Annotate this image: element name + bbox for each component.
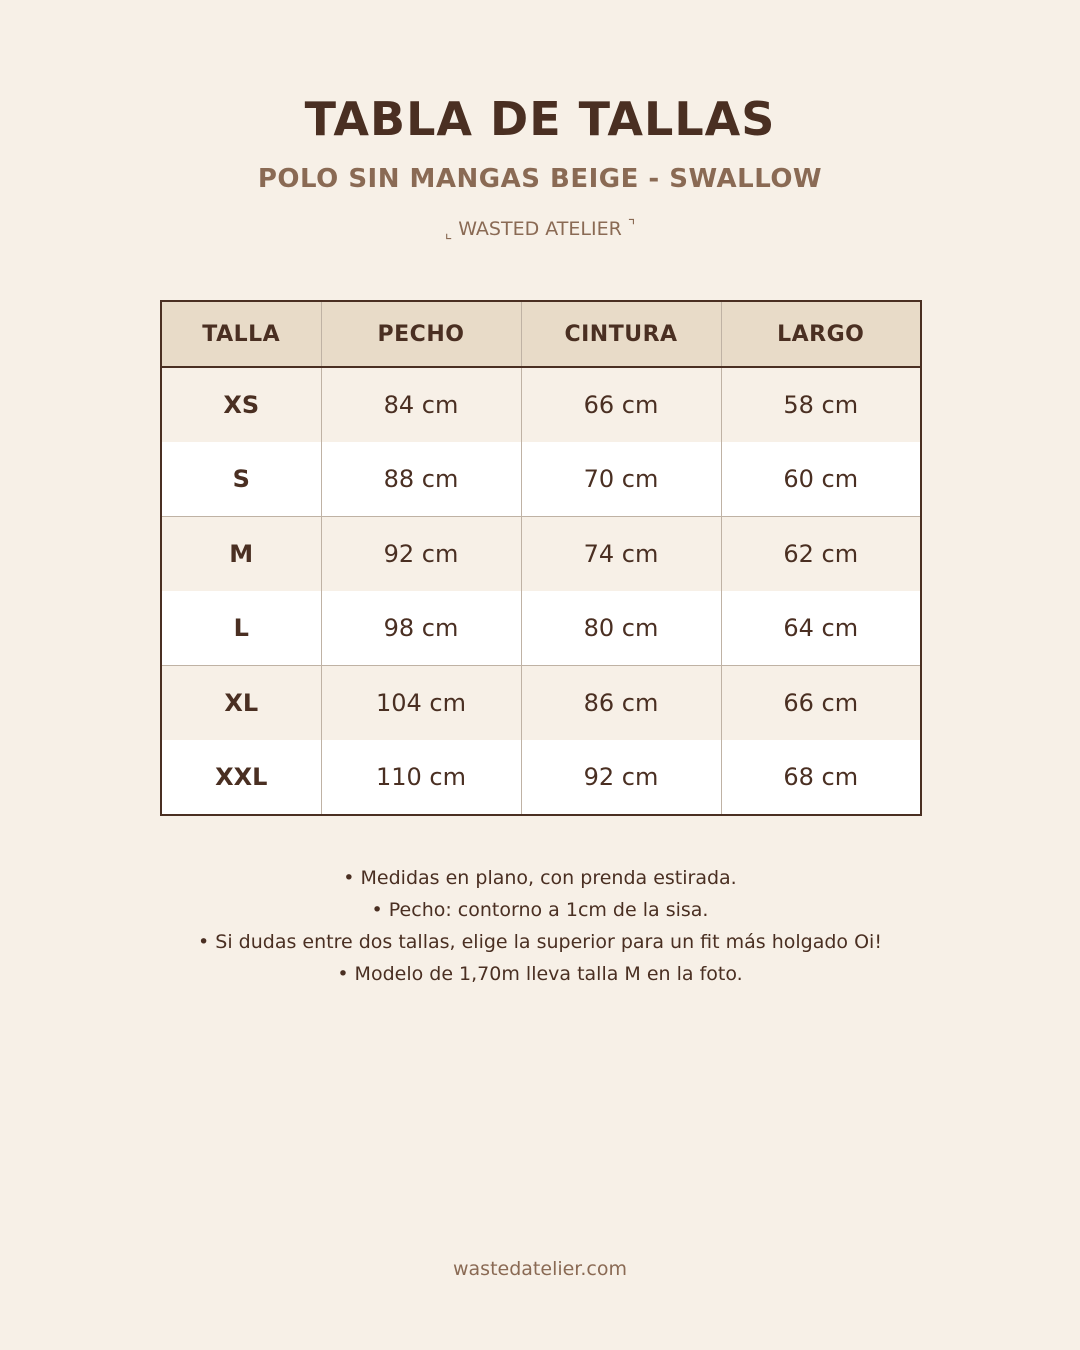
chest-cell: 110 cm xyxy=(321,740,521,815)
length-cell: 68 cm xyxy=(721,740,921,815)
waist-cell: 74 cm xyxy=(521,517,721,592)
table-row-xs xyxy=(161,367,921,442)
note-line: • Modelo de 1,70m lleva talla M en la foto. xyxy=(337,963,743,985)
corner-bracket-left-icon: ⌞ xyxy=(444,223,453,242)
size-cell: M xyxy=(161,517,321,592)
size-cell: L xyxy=(161,591,321,666)
table-row-m xyxy=(161,517,921,592)
measurement-notes xyxy=(0,862,1080,990)
size-cell: S xyxy=(161,442,321,517)
column-header-talla: TALLA xyxy=(161,301,321,367)
chest-cell: 92 cm xyxy=(321,517,521,592)
table-row-l xyxy=(161,591,921,666)
table-row-xxl xyxy=(161,740,921,815)
table-header-row xyxy=(161,301,921,367)
corner-bracket-right-icon: ⌝ xyxy=(627,216,636,235)
table-row-xl xyxy=(161,666,921,741)
chest-cell: 88 cm xyxy=(321,442,521,517)
column-header-cintura: CINTURA xyxy=(521,301,721,367)
chest-cell: 84 cm xyxy=(321,367,521,442)
product-subtitle: POLO SIN MANGAS BEIGE - SWALLOW xyxy=(257,164,823,194)
waist-cell: 80 cm xyxy=(521,591,721,666)
length-cell: 62 cm xyxy=(721,517,921,592)
waist-cell: 86 cm xyxy=(521,666,721,741)
chest-cell: 98 cm xyxy=(321,591,521,666)
size-chart-table xyxy=(160,300,922,816)
chest-cell: 104 cm xyxy=(321,666,521,741)
size-cell: XL xyxy=(161,666,321,741)
waist-cell: 66 cm xyxy=(521,367,721,442)
size-cell: XS xyxy=(161,367,321,442)
waist-cell: 70 cm xyxy=(521,442,721,517)
length-cell: 64 cm xyxy=(721,591,921,666)
length-cell: 66 cm xyxy=(721,666,921,741)
brand-label xyxy=(0,218,1080,241)
note-line: • Si dudas entre dos tallas, elige la superior para un fit más holgado Oi! xyxy=(198,931,882,953)
column-header-largo: LARGO xyxy=(721,301,921,367)
table-row-s xyxy=(161,442,921,517)
waist-cell: 92 cm xyxy=(521,740,721,815)
note-line: • Pecho: contorno a 1cm de la sisa. xyxy=(371,899,709,921)
note-line: • Medidas en plano, con prenda estirada. xyxy=(343,867,737,889)
brand-name: WASTED ATELIER xyxy=(458,218,622,240)
footer-website: wastedatelier.com xyxy=(453,1258,627,1280)
length-cell: 58 cm xyxy=(721,367,921,442)
page-title: TABLA DE TALLAS xyxy=(304,92,776,146)
size-cell: XXL xyxy=(161,740,321,815)
column-header-pecho: PECHO xyxy=(321,301,521,367)
length-cell: 60 cm xyxy=(721,442,921,517)
